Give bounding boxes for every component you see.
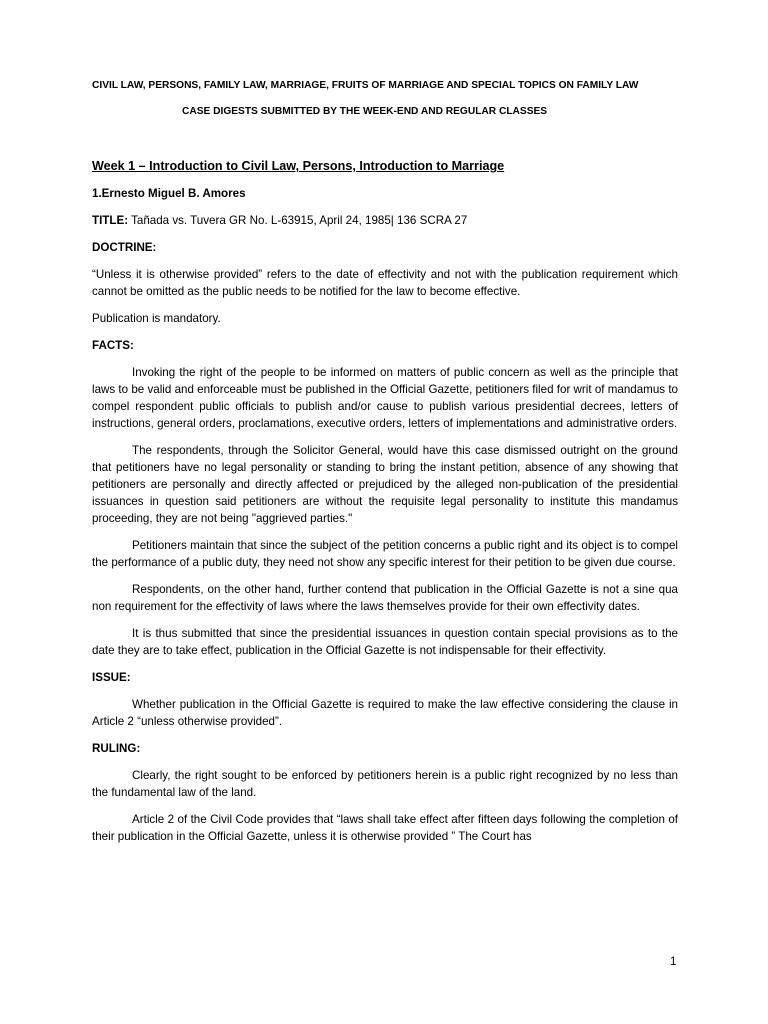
doctrine-text: “Unless it is otherwise provided” refers to the date of effectivity and not with the publication requirement which cannot be omitted as the public needs to be notified for the law to become effective. [92,268,678,298]
title-value: Tañada vs. Tuvera GR No. L-63915, April 24, 1985| 136 SCRA 27 [128,214,468,227]
ruling-paragraph: Clearly, the right sought to be enforced by petitioners herein is a public right recognized by no less than the fundamental law of the land. [92,769,678,799]
document-title: CIVIL LAW, PERSONS, FAMILY LAW, MARRIAGE, FRUITS OF MARRIAGE AND SPECIAL TOPICS ON FAMILY LAW [92,80,639,91]
facts-paragraph: It is thus submitted that since the presidential issuances in question contain special provisions as to the date they are to take effect, publication in the Official Gazette is not indispensable for their effectivity. [92,627,678,657]
facts-paragraph: Invoking the right of the people to be informed on matters of public concern as well as the principle that laws to be valid and enforceable must be published in the Official Gazette, petitioners filed for writ of mandamus to compel respondent public officials to publish and/or cause to publish various presidential decrees, letters of instructions, general orders, proclamations, executive orders, letters of implementations and administrative orders. [92,366,678,430]
ruling-label: RULING: [92,742,141,755]
issue-text: Whether publication in the Official Gazette is required to make the law effective considering the clause in Article 2 “unless otherwise provided”. [92,698,678,728]
ruling-paragraph: Article 2 of the Civil Code provides that “laws shall take effect after fifteen days following the completion of their publication in the Official Gazette, unless it is otherwise provided ” The Court has [92,813,678,843]
page-number: 1 [670,956,677,968]
doctrine-label: DOCTRINE: [92,241,157,254]
facts-paragraph: Petitioners maintain that since the subject of the petition concerns a public right and its object is to compel the performance of a public duty, they need not show any specific interest for their petition to be given due course. [92,539,678,569]
author-name: 1.Ernesto Miguel B. Amores [92,187,246,200]
document-body [92,158,678,855]
doctrine-note: Publication is mandatory. [92,312,221,325]
facts-paragraph: The respondents, through the Solicitor General, would have this case dismissed outright on the ground that petitioners have no legal personality or standing to bring the instant petition, absence of any showing that petitioners are personally and directly affected or prejudiced by the alleged non-publication of the presidential issuances in question said petitioners are without the requisite legal personality to institute this mandamus proceeding, they are not being "aggrieved parties." [92,444,678,525]
facts-paragraph: Respondents, on the other hand, further contend that publication in the Official Gazette is not a sine qua non requirement for the effectivity of laws where the laws themselves provide for their own effectivity dates. [92,583,678,613]
document-subtitle: CASE DIGESTS SUBMITTED BY THE WEEK-END AND REGULAR CLASSES [182,106,548,117]
case-title [92,212,678,229]
week-heading: Week 1 – Introduction to Civil Law, Persons, Introduction to Marriage [92,159,505,173]
facts-label: FACTS: [92,339,134,352]
title-label: TITLE: [92,214,129,227]
issue-label: ISSUE: [92,671,131,684]
